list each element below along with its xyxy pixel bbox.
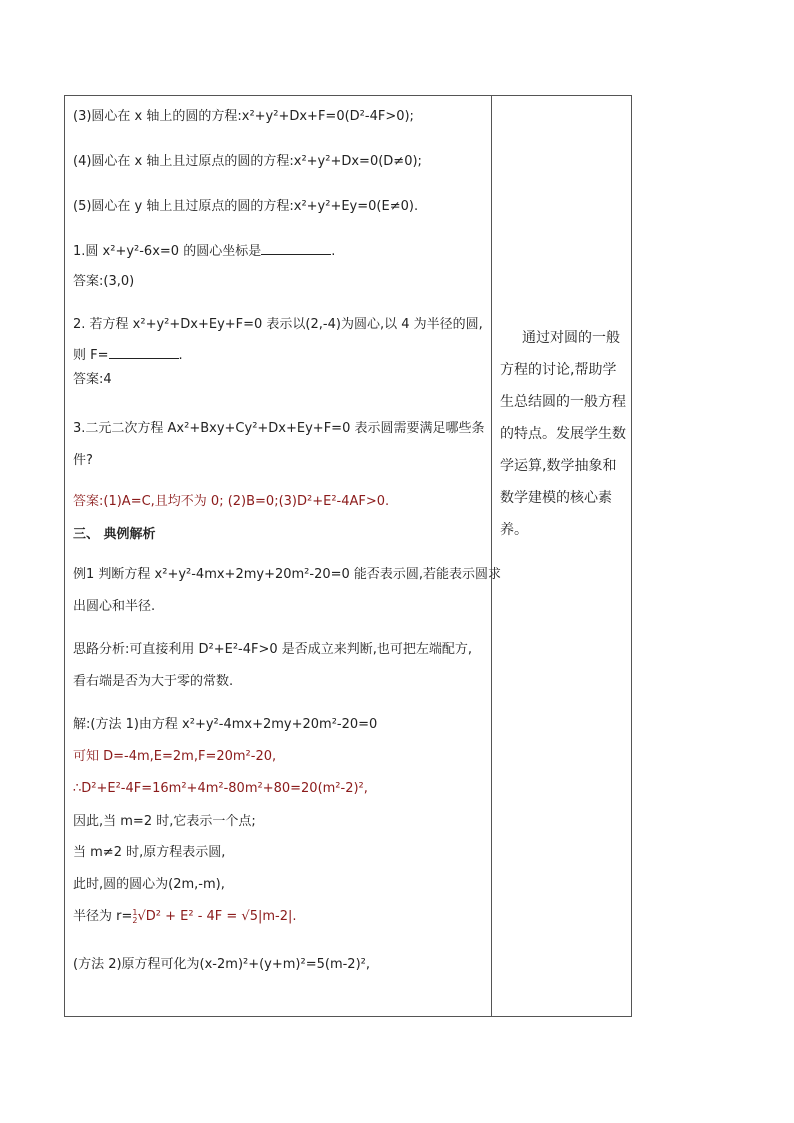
side-note-text: 通过对圆的一般方程的讨论,帮助学生总结圆的一般方程的特点。发展学生数学运算,数学抽象和数学建模的核心素养。 [500,330,626,538]
section-heading: 三、 典例解析 [73,527,156,542]
solution-1: 解:(方法 1)由方程 x²+y²-4mx+2my+20m²-20=0 [73,717,378,732]
question-1: 1.圆 x²+y²-6x=0 的圆心坐标是 . [73,244,336,259]
text-line: (5)圆心在 y 轴上且过原点的圆的方程:x²+y²+Ey=0(E≠0). [73,199,419,214]
question-2: 2. 若方程 x²+y²+Dx+Ey+F=0 表示以(2,-4)为圆心,以 4 为半径的圆, [73,317,483,332]
analysis: 思路分析:可直接利用 D²+E²-4F>0 是否成立来判断,也可把左端配方, [73,642,473,657]
text-line: (4)圆心在 x 轴上且过原点的圆的方程:x²+y²+Dx=0(D≠0); [73,154,422,169]
solution-step: 当 m≠2 时,原方程表示圆, [73,845,226,860]
column-divider [491,95,492,1017]
text-line: (3)圆心在 x 轴上的圆的方程:x²+y²+Dx+F=0(D²-4F>0); [73,109,414,124]
answer-2: 答案:4 [73,372,112,387]
example-1: 例1 判断方程 x²+y²-4mx+2my+20m²-20=0 能否表示圆,若能表示圆求 [73,567,502,582]
question-2-cont-text: 则 F= [73,348,109,363]
answer-blank [261,242,331,255]
question-3: 3.二元二次方程 Ax²+Bxy+Cy²+Dx+Ey+F=0 表示圆需要满足哪些条 [73,421,485,436]
question-3-cont: 件? [73,453,93,468]
radius-line [73,908,297,926]
fraction-denominator: 2 [132,915,138,925]
analysis-cont: 看右端是否为大于零的常数. [73,674,234,689]
answer-1: 答案:(3,0) [73,274,135,289]
question-1-text: 1.圆 x²+y²-6x=0 的圆心坐标是 [73,244,262,259]
solution-2: (方法 2)原方程可化为(x-2m)²+(y+m)²=5(m-2)², [73,957,370,972]
radius-label: 半径为 r= [73,909,133,924]
example-1-cont: 出圆心和半径. [73,599,156,614]
solution-step: 可知 D=-4m,E=2m,F=20m²-20, [73,749,277,764]
fraction-numerator: 1 [132,907,138,917]
solution-step: 此时,圆的圆心为(2m,-m), [73,877,225,892]
side-note [500,322,626,546]
radius-expression: √D² + E² - 4F = √5|m-2|. [137,909,297,924]
solution-step: 因此,当 m=2 时,它表示一个点; [73,814,256,829]
answer-blank [109,346,179,359]
solution-step: ∴D²+E²-4F=16m²+4m²-80m²+80=20(m²-2)², [73,781,368,796]
question-2-cont: 则 F= . [73,348,183,363]
answer-3: 答案:(1)A=C,且均不为 0; (2)B=0;(3)D²+E²-4AF>0. [73,494,390,509]
